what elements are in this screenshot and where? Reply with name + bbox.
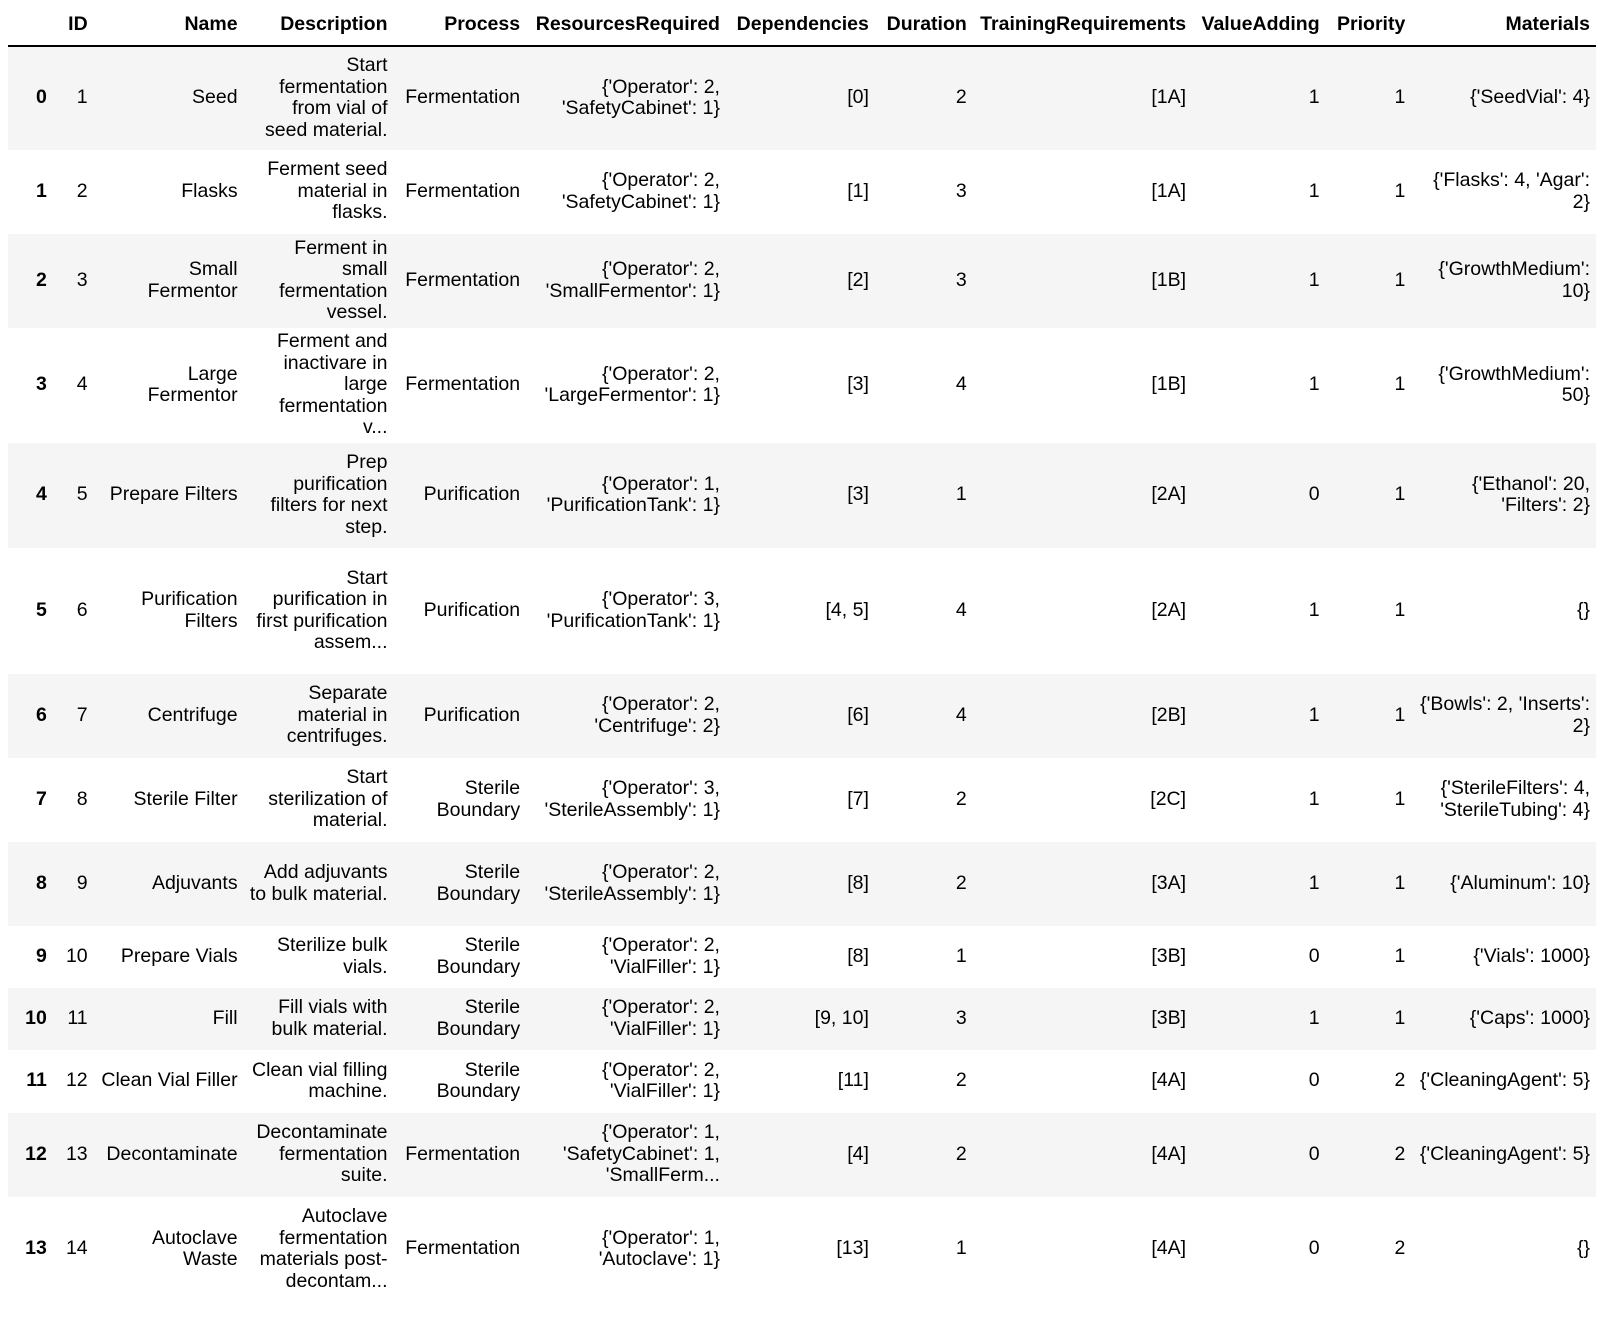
cell-value-adding: 1 (1308, 373, 1320, 396)
cell-dependencies: [1] (847, 179, 869, 202)
cell-name: Prepare Filters (109, 483, 238, 506)
cell-process: Sterile Boundary (436, 934, 521, 978)
cell-id: 1 (76, 86, 88, 109)
cell-training-requirements: [4A] (1151, 1069, 1187, 1092)
cell-materials: {'SeedVial': 4} (1470, 86, 1590, 109)
cell-resources-required: {'Operator': 3, 'PurificationTank': 1} (546, 588, 720, 632)
cell-materials: {'Aluminum': 10} (1450, 871, 1590, 894)
cell-value-adding: 0 (1308, 1237, 1320, 1260)
cell-training-requirements: [2A] (1151, 598, 1187, 621)
cell-materials: {} (1576, 1237, 1590, 1260)
cell-resources-required: {'Operator': 2, 'Centrifuge': 2} (594, 693, 720, 737)
cell-dependencies: [13] (836, 1237, 869, 1260)
cell-index: 0 (36, 86, 47, 109)
cell-index: 8 (36, 871, 47, 894)
header-process: Process (394, 0, 527, 46)
cell-resources-required: {'Operator': 2, 'SafetyCabinet': 1} (561, 169, 720, 213)
cell-training-requirements: [1B] (1151, 373, 1187, 396)
cell-description: Start purification in first purification assem... (256, 566, 388, 653)
cell-dependencies: [11] (837, 1069, 869, 1092)
cell-training-requirements: [3B] (1151, 1006, 1187, 1029)
cell-materials: {'Flasks': 4, 'Agar': 2} (1433, 169, 1590, 213)
cell-process: Fermentation (405, 86, 521, 109)
cell-process: Purification (423, 483, 521, 506)
cell-id: 2 (76, 179, 88, 202)
header-id: ID (53, 0, 94, 46)
cell-id: 5 (76, 483, 88, 506)
cell-id: 3 (76, 268, 88, 291)
cell-priority: 1 (1394, 268, 1406, 291)
cell-resources-required: {'Operator': 2, 'VialFiller': 1} (601, 996, 720, 1040)
cell-index: 10 (25, 1006, 47, 1029)
cell-name: Autoclave Waste (151, 1226, 238, 1270)
cell-resources-required: {'Operator': 3, 'SterileAssembly': 1} (544, 777, 720, 821)
cell-materials: {'Vials': 1000} (1473, 944, 1590, 967)
cell-name: Flasks (181, 179, 238, 202)
cell-materials: {'CleaningAgent': 5} (1419, 1069, 1590, 1092)
cell-index: 12 (25, 1142, 47, 1165)
cell-priority: 1 (1394, 703, 1406, 726)
cell-priority: 1 (1394, 483, 1406, 506)
cell-duration: 4 (955, 373, 967, 396)
cell-priority: 2 (1394, 1142, 1406, 1165)
cell-description: Fill vials with bulk material. (271, 996, 388, 1040)
cell-id: 12 (65, 1069, 88, 1092)
cell-materials: {'Caps': 1000} (1469, 1006, 1590, 1029)
cell-value-adding: 1 (1308, 268, 1320, 291)
cell-dependencies: [7] (847, 787, 869, 810)
header-dependencies: Dependencies (726, 0, 875, 46)
cell-value-adding: 0 (1308, 944, 1320, 967)
cell-name: Seed (192, 86, 238, 109)
cell-index: 11 (26, 1069, 47, 1092)
header-training-requirements: TrainingRequirements (973, 0, 1192, 46)
cell-value-adding: 1 (1308, 703, 1320, 726)
cell-dependencies: [3] (847, 373, 869, 396)
cell-training-requirements: [4A] (1151, 1237, 1187, 1260)
cell-resources-required: {'Operator': 1, 'Autoclave': 1} (598, 1226, 720, 1270)
cell-duration: 1 (955, 1237, 967, 1260)
cell-duration: 3 (955, 1006, 967, 1029)
cell-materials: {} (1576, 598, 1590, 621)
cell-resources-required: {'Operator': 2, 'SafetyCabinet': 1} (561, 75, 720, 119)
cell-name: Adjuvants (151, 871, 238, 894)
cell-description: Add adjuvants to bulk material. (249, 861, 388, 905)
cell-dependencies: [0] (847, 86, 869, 109)
cell-duration: 2 (955, 1069, 967, 1092)
cell-id: 4 (76, 373, 88, 396)
cell-training-requirements: [4A] (1151, 1142, 1187, 1165)
table-header (8, 0, 1596, 46)
cell-value-adding: 1 (1308, 179, 1320, 202)
cell-description: Ferment in small fermentation vessel. (279, 236, 388, 323)
cell-value-adding: 1 (1308, 871, 1320, 894)
cell-value-adding: 0 (1308, 483, 1320, 506)
cell-dependencies: [2] (847, 268, 869, 291)
cell-id: 9 (76, 871, 88, 894)
table-row (8, 46, 1596, 150)
cell-description: Start fermentation from vial of seed material. (265, 54, 388, 141)
cell-dependencies: [4] (847, 1142, 869, 1165)
cell-materials: {'CleaningAgent': 5} (1419, 1142, 1590, 1165)
header-resources-required: ResourcesRequired (526, 0, 726, 46)
cell-name: Purification Filters (141, 588, 238, 632)
cell-materials: {'GrowthMedium': 50} (1438, 362, 1590, 406)
cell-dependencies: [9, 10] (814, 1006, 869, 1029)
table-row (8, 443, 1596, 548)
cell-duration: 2 (955, 86, 967, 109)
cell-name: Prepare Vials (120, 944, 238, 967)
cell-id: 14 (65, 1237, 88, 1260)
cell-priority: 1 (1394, 944, 1406, 967)
cell-dependencies: [3] (847, 483, 869, 506)
cell-id: 6 (76, 598, 88, 621)
cell-name: Centrifuge (147, 703, 238, 726)
cell-resources-required: {'Operator': 2, 'VialFiller': 1} (601, 934, 720, 978)
cell-duration: 1 (955, 483, 967, 506)
cell-value-adding: 0 (1308, 1069, 1320, 1092)
cell-materials: {'Bowls': 2, 'Inserts': 2} (1420, 693, 1590, 737)
cell-duration: 2 (955, 1142, 967, 1165)
cell-value-adding: 1 (1308, 1006, 1320, 1029)
cell-process: Fermentation (405, 1237, 521, 1260)
cell-process: Sterile Boundary (436, 996, 521, 1040)
table-row (8, 328, 1596, 443)
cell-priority: 1 (1394, 1006, 1406, 1029)
cell-description: Autoclave fermentation materials post-decontam... (259, 1205, 388, 1292)
cell-value-adding: 1 (1308, 787, 1320, 810)
cell-index: 7 (36, 787, 47, 810)
cell-index: 2 (36, 268, 47, 291)
header-name: Name (94, 0, 244, 46)
cell-description: Start sterilization of material. (268, 766, 388, 832)
header-description: Description (244, 0, 394, 46)
cell-process: Sterile Boundary (436, 861, 521, 905)
table-row (8, 842, 1596, 926)
cell-description: Separate material in centrifuges. (286, 682, 388, 748)
cell-name: Large Fermentor (147, 362, 238, 406)
cell-name: Sterile Filter (133, 787, 238, 810)
cell-resources-required: {'Operator': 2, 'LargeFermentor': 1} (544, 362, 720, 406)
cell-index: 13 (25, 1237, 47, 1260)
cell-id: 7 (76, 703, 88, 726)
cell-index: 4 (36, 483, 47, 506)
cell-training-requirements: [1B] (1151, 268, 1187, 291)
cell-priority: 1 (1394, 373, 1406, 396)
cell-materials: {'Ethanol': 20, 'Filters': 2} (1471, 472, 1590, 516)
cell-description: Clean vial filling machine. (252, 1058, 388, 1102)
cell-process: Fermentation (405, 268, 521, 291)
header-row (8, 0, 1596, 46)
cell-process: Fermentation (405, 373, 521, 396)
cell-resources-required: {'Operator': 1, 'SafetyCabinet': 1, 'SmallFerm... (562, 1121, 720, 1187)
cell-dependencies: [6] (847, 703, 869, 726)
cell-duration: 1 (955, 944, 967, 967)
cell-training-requirements: [2B] (1151, 703, 1187, 726)
header-priority: Priority (1326, 0, 1412, 46)
cell-process: Sterile Boundary (436, 777, 521, 821)
cell-process: Fermentation (405, 179, 521, 202)
header-materials: Materials (1411, 0, 1596, 46)
cell-duration: 2 (955, 787, 967, 810)
cell-training-requirements: [3B] (1151, 944, 1187, 967)
cell-training-requirements: [3A] (1151, 871, 1187, 894)
cell-dependencies: [8] (847, 944, 869, 967)
cell-process: Fermentation (405, 1142, 521, 1165)
cell-duration: 3 (955, 179, 967, 202)
cell-index: 1 (36, 179, 47, 202)
cell-name: Decontaminate (106, 1142, 238, 1165)
cell-priority: 1 (1394, 86, 1406, 109)
cell-training-requirements: [2C] (1150, 787, 1187, 810)
cell-priority: 1 (1394, 787, 1406, 810)
cell-process: Sterile Boundary (436, 1058, 521, 1102)
table-row (8, 150, 1596, 234)
cell-description: Decontaminate fermentation suite. (256, 1121, 388, 1187)
cell-priority: 2 (1394, 1069, 1406, 1092)
cell-resources-required: {'Operator': 2, 'SmallFermentor': 1} (545, 258, 720, 302)
cell-name: Fill (212, 1006, 238, 1029)
cell-id: 10 (65, 944, 88, 967)
cell-value-adding: 1 (1308, 86, 1320, 109)
cell-value-adding: 1 (1308, 598, 1320, 621)
cell-id: 11 (67, 1006, 88, 1029)
header-duration: Duration (875, 0, 973, 46)
table-row (8, 548, 1596, 674)
cell-process: Purification (423, 703, 521, 726)
header-index (8, 0, 53, 46)
cell-training-requirements: [1A] (1151, 86, 1187, 109)
cell-training-requirements: [2A] (1151, 483, 1187, 506)
cell-priority: 1 (1394, 871, 1406, 894)
table-row (8, 1197, 1596, 1302)
cell-process: Purification (423, 598, 521, 621)
cell-resources-required: {'Operator': 2, 'VialFiller': 1} (601, 1058, 720, 1102)
cell-index: 3 (36, 373, 47, 396)
cell-id: 13 (65, 1142, 88, 1165)
cell-description: Prep purification filters for next step. (270, 451, 388, 538)
cell-materials: {'GrowthMedium': 10} (1438, 258, 1590, 302)
cell-index: 9 (36, 944, 47, 967)
cell-name: Clean Vial Filler (101, 1069, 238, 1092)
cell-description: Sterilize bulk vials. (276, 934, 388, 978)
cell-id: 8 (76, 787, 88, 810)
cell-duration: 4 (955, 703, 967, 726)
cell-duration: 2 (955, 871, 967, 894)
cell-priority: 2 (1394, 1237, 1406, 1260)
cell-description: Ferment and inactivare in large fermentation v... (276, 330, 388, 439)
table-row (8, 1113, 1596, 1197)
table-row (8, 988, 1596, 1050)
cell-duration: 4 (955, 598, 967, 621)
header-value-adding: ValueAdding (1192, 0, 1326, 46)
cell-dependencies: [4, 5] (825, 598, 869, 621)
cell-description: Ferment seed material in flasks. (267, 158, 388, 224)
cell-index: 5 (36, 598, 47, 621)
cell-value-adding: 0 (1308, 1142, 1320, 1165)
cell-duration: 3 (955, 268, 967, 291)
cell-priority: 1 (1394, 179, 1406, 202)
cell-resources-required: {'Operator': 1, 'PurificationTank': 1} (546, 472, 720, 516)
table-row (8, 234, 1596, 328)
table-row (8, 758, 1596, 842)
cell-index: 6 (36, 703, 47, 726)
cell-name: Small Fermentor (147, 258, 238, 302)
cell-materials: {'SterileFilters': 4, 'SterileTubing': 4} (1440, 777, 1590, 821)
cell-training-requirements: [1A] (1151, 179, 1187, 202)
cell-resources-required: {'Operator': 2, 'SterileAssembly': 1} (544, 861, 720, 905)
table-row (8, 1050, 1596, 1113)
cell-priority: 1 (1394, 598, 1406, 621)
dataframe-table (8, 0, 1596, 1302)
table-row (8, 926, 1596, 988)
table-row (8, 674, 1596, 758)
table-body (8, 46, 1596, 1302)
cell-dependencies: [8] (847, 871, 869, 894)
